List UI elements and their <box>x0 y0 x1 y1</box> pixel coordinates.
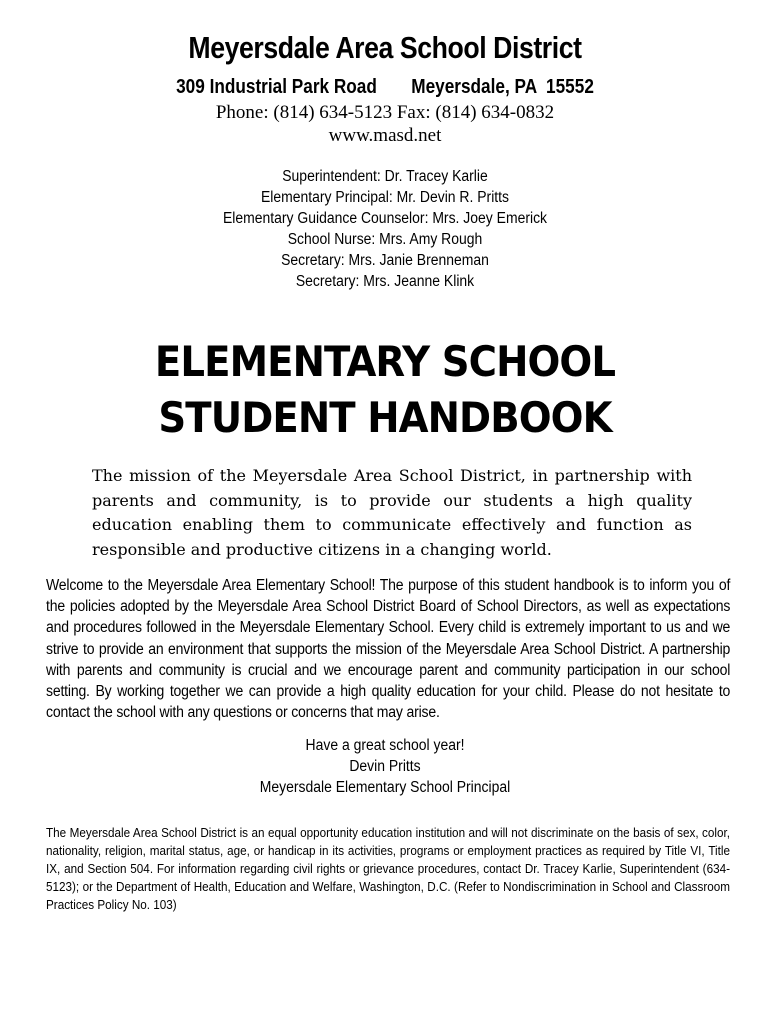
signoff-greeting: Have a great school year! <box>305 737 465 754</box>
staff-principal: Elementary Principal: Mr. Devin R. Pritts <box>260 189 510 206</box>
mission-statement: The mission of the Meyersdale Area School District, in partnership with parents and community, is to provide our students a high quality education enabling them to communicate effectively and function as responsible and productive citizens in a changing world. <box>92 466 692 559</box>
staff-guidance-counselor: Elementary Guidance Counselor: Mrs. Joey Emerick <box>222 210 548 227</box>
address-line <box>54 76 716 99</box>
city-state-zip: Meyersdale, PA 15552 <box>411 76 594 98</box>
website-url: www.masd.net <box>328 125 442 146</box>
staff-nurse: School Nurse: Mrs. Amy Rough <box>287 231 483 248</box>
welcome-paragraph <box>46 575 730 723</box>
street-address: 309 Industrial Park Road <box>176 76 377 98</box>
staff-directory <box>0 166 770 292</box>
welcome-text: Welcome to the Meyersdale Area Elementary School! The purpose of this student handbook is to inform you of the policies adopted by the Meyersdale Area School District Board of School Directors, as well as expectations and procedures followed in the Meyersdale Elementary School. Every child is extremely important to us and we strive to provide an environment that supports the mission of the Meyersdale Area School District. A partnership with parents and community is crucial and we encourage parent and community participation in our school setting. By working together we can provide a high quality education for your child. Please do not hesitate to contact the school with any questions or concerns that may arise. <box>46 577 731 722</box>
staff-secretary-2: Secretary: Mrs. Jeanne Klink <box>295 273 475 290</box>
staff-secretary-1: Secretary: Mrs. Janie Brenneman <box>281 252 489 269</box>
handbook-title <box>0 334 770 446</box>
signoff-name: Devin Pritts <box>349 758 421 775</box>
district-name: Meyersdale Area School District <box>188 30 582 65</box>
staff-superintendent: Superintendent: Dr. Tracey Karlie <box>282 168 488 185</box>
title-line-2: STUDENT HANDBOOK <box>158 393 612 442</box>
phone-fax-line: Phone: (814) 634-5123 Fax: (814) 634-0832 <box>215 102 555 123</box>
principal-signoff <box>0 735 770 798</box>
equal-opportunity-statement <box>46 824 730 914</box>
title-line-1: ELEMENTARY SCHOOL <box>154 337 616 386</box>
signoff-role: Meyersdale Elementary School Principal <box>259 779 511 796</box>
equal-opportunity-text: The Meyersdale Area School District is an equal opportunity education institution and will not discriminate on the basis of sex, color, nationality, religion, marital status, age, or handicap in its activities, programs or employment practices as required by Title VI, Title IX, and Section 504. For information regarding civil rights or grievance procedures, contact Dr. Tracey Karlie, Superintendent (634-5123); or the Department of Health, Education and Welfare, Washington, D.C. (Refer to Nondiscrimination in School and Classroom Practices Policy No. 103) <box>46 825 730 912</box>
